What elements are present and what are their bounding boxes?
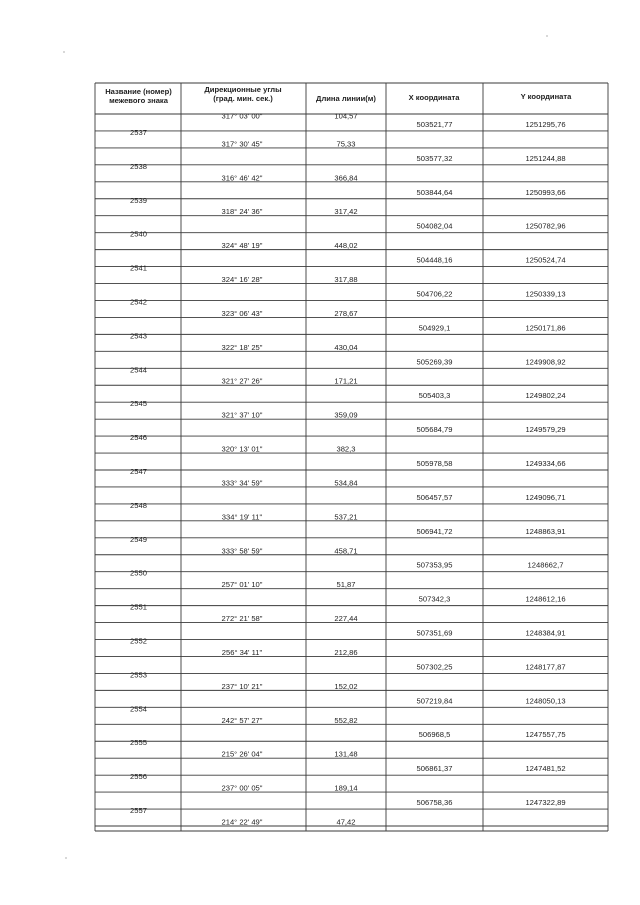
line-length: 189,14 [334, 783, 358, 793]
point-x: 503521,77 [416, 119, 453, 129]
point-name: 2552 [130, 636, 147, 646]
point-x: 505403,3 [418, 391, 451, 401]
line-angle: 237° 00' 05" [221, 783, 263, 793]
point-name: 2540 [130, 229, 147, 239]
line-angle: 322° 18' 25" [221, 342, 263, 352]
line-length: 47,42 [336, 817, 356, 827]
header-y: Y координата [520, 92, 572, 101]
line-length: 75,33 [336, 139, 356, 149]
point-name: 2557 [130, 806, 147, 816]
line-angle: 317° 30' 45" [221, 139, 263, 149]
point-x: 504082,04 [416, 221, 453, 231]
point-x: 506968,5 [418, 730, 451, 740]
line-length: 131,48 [334, 749, 358, 759]
line-angle: 333° 34' 59" [221, 478, 263, 488]
point-x: 503844,64 [416, 187, 453, 197]
point-name: 2545 [130, 399, 147, 409]
point-y: 1248662,7 [527, 560, 564, 570]
point-x: 507342,3 [418, 594, 451, 604]
point-y: 1248177,87 [525, 662, 566, 672]
point-name: 2544 [130, 365, 147, 375]
point-y: 1247557,75 [525, 730, 566, 740]
point-x: 507219,84 [416, 696, 453, 706]
point-y: 1250993,66 [525, 187, 566, 197]
point-name: 2546 [130, 433, 147, 443]
line-angle: 324° 16' 28" [221, 275, 263, 285]
point-y: 1248050,13 [525, 696, 566, 706]
point-x: 505978,58 [416, 459, 453, 468]
scan-speck [546, 35, 547, 36]
point-name: 2549 [130, 534, 147, 544]
header-name-line2: межевого знака [109, 96, 168, 105]
line-length: 317,88 [334, 275, 358, 285]
line-length: 366,84 [334, 173, 358, 183]
line-angle: 237° 10' 21" [221, 681, 263, 691]
point-name: 2542 [130, 297, 147, 307]
point-x: 503577,32 [416, 153, 453, 163]
line-length: 51,87 [336, 580, 356, 590]
point-x: 506861,37 [416, 764, 453, 774]
point-x: 504706,22 [416, 289, 453, 299]
scan-speck [65, 857, 66, 858]
line-angle: 321° 27' 26" [221, 376, 263, 386]
line-angle: 320° 13' 01" [221, 444, 263, 454]
point-y: 1249096,71 [525, 492, 566, 502]
point-name: 2554 [130, 704, 147, 714]
point-y: 1247322,89 [525, 798, 566, 808]
point-y: 1249908,92 [525, 357, 566, 367]
point-y: 1249802,24 [525, 391, 566, 401]
point-y: 1251295,76 [525, 119, 566, 129]
point-y: 1250524,74 [525, 255, 566, 265]
header-x: X координата [408, 93, 460, 102]
point-y: 1249579,29 [525, 425, 566, 435]
point-x: 504929,1 [418, 323, 451, 333]
point-x: 507351,69 [416, 628, 453, 638]
scan-speck [63, 51, 64, 52]
line-angle: 321° 37' 10" [221, 410, 263, 420]
line-angle: 214° 22' 49" [221, 817, 263, 827]
line-length: 458,71 [334, 546, 358, 556]
line-angle: 215° 26' 04" [221, 749, 263, 759]
point-y: 1248612,16 [525, 594, 566, 604]
line-angle: 272° 21' 58" [221, 614, 263, 624]
point-x: 506457,57 [416, 492, 453, 502]
line-length: 430,04 [334, 342, 358, 352]
line-length: 152,02 [334, 681, 358, 691]
point-x: 504448,16 [416, 255, 453, 265]
point-name: 2555 [130, 738, 147, 748]
point-name: 2553 [130, 670, 147, 680]
point-name: 2556 [130, 772, 147, 782]
point-x: 506758,36 [416, 798, 453, 808]
point-y: 1250339,13 [525, 289, 566, 299]
point-name: 2551 [130, 602, 147, 612]
line-length: 359,09 [334, 410, 358, 420]
point-name: 2550 [130, 568, 147, 578]
line-length: 278,67 [334, 308, 358, 318]
line-length: 448,02 [334, 241, 358, 251]
point-x: 505684,79 [416, 425, 453, 435]
line-length: 534,84 [334, 478, 358, 488]
header-length: Длина линии(м) [316, 94, 376, 103]
point-name: 2538 [130, 161, 147, 171]
header-name-line1: Название (номер) [105, 87, 172, 96]
point-y: 1248384,91 [525, 628, 566, 638]
line-length: 212,86 [334, 647, 358, 657]
line-length: 382,3 [336, 444, 356, 454]
point-name: 2539 [130, 195, 147, 205]
line-length: 171,21 [334, 376, 358, 386]
point-x: 507302,25 [416, 662, 453, 672]
point-y: 1250171,86 [525, 323, 566, 333]
point-y: 1248863,91 [525, 526, 566, 536]
point-name: 2547 [130, 467, 147, 476]
header-angle-line2: (град. мин. сек.) [213, 94, 273, 103]
point-y: 1247481,52 [525, 764, 566, 774]
point-name: 2541 [130, 263, 147, 273]
point-x: 507353,95 [416, 560, 453, 570]
line-length: 537,21 [334, 512, 358, 522]
line-angle: 256° 34' 11" [221, 647, 263, 657]
header-angle-line1: Дирекционные углы [204, 85, 282, 94]
line-length: 317,42 [334, 207, 358, 217]
point-name: 2543 [130, 331, 147, 341]
line-length: 104,57 [334, 111, 358, 121]
line-angle: 257° 01' 10" [221, 580, 263, 590]
line-angle: 323° 06' 43" [221, 308, 263, 318]
line-angle: 324° 48' 19" [221, 241, 263, 251]
line-angle: 242° 57' 27" [221, 715, 263, 725]
point-y: 1251244,88 [525, 153, 566, 163]
line-length: 227,44 [334, 614, 358, 624]
point-y: 1249334,66 [525, 459, 566, 468]
line-angle: 317° 03' 00" [221, 111, 263, 121]
line-angle: 316° 46' 42" [221, 173, 263, 183]
line-length: 552,82 [334, 715, 358, 725]
point-y: 1250782,96 [525, 221, 566, 231]
line-angle: 333° 58' 59" [221, 546, 263, 556]
line-angle: 318° 24' 36" [221, 207, 263, 217]
point-name: 2537 [130, 127, 147, 137]
point-name: 2548 [130, 500, 147, 510]
point-x: 505269,39 [416, 357, 453, 367]
point-x: 506941,72 [416, 526, 453, 536]
line-angle: 334° 19' 11" [221, 512, 263, 522]
